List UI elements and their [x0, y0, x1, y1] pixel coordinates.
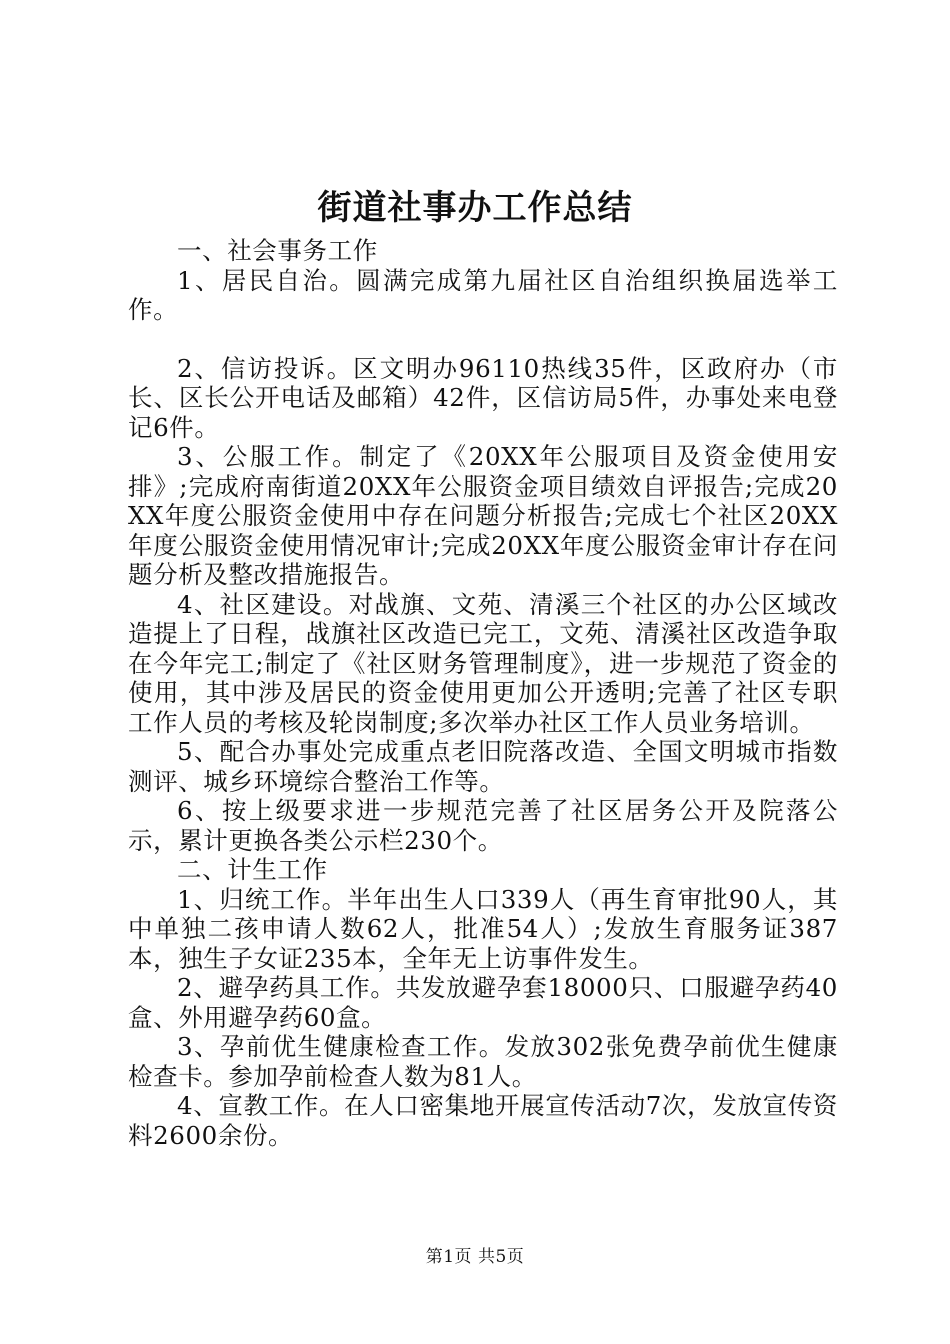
section-heading-family-planning: 二、计生工作 — [177, 855, 328, 884]
document-title: 街道社事办工作总结 — [317, 188, 633, 228]
paragraph-publicity: 4、宣教工作。在人口密集地开展宣传活动7次，发放宣传资料2600余份。 — [128, 1091, 838, 1150]
section-heading-social-affairs: 一、社会事务工作 — [177, 236, 378, 265]
paragraph-cooperation: 5、配合办事处完成重点老旧院落改造、全国文明城市指数测评、城乡环境综合整治工作等。 — [128, 737, 838, 796]
paragraph-statistics: 1、归统工作。半年出生人口339人（再生育审批90人，其中单独二孩申请人数62人，批准54人）;发放生育服务证387本，独生子女证235本，全年无上访事件发生。 — [128, 884, 838, 973]
page-footer: 第1页 共5页 — [425, 1247, 525, 1267]
paragraph-public-disclosure: 6、按上级要求进一步规范完善了社区居务公开及院落公示，累计更换各类公示栏230个。 — [128, 796, 838, 855]
paragraph-prenatal-checkup: 3、孕前优生健康检查工作。发放302张免费孕前优生健康检查卡。参加孕前检查人数为81人。 — [128, 1032, 838, 1091]
paragraph-community-building: 4、社区建设。对战旗、文苑、清溪三个社区的办公区域改造提上了日程，战旗社区改造已完工，文苑、清溪社区改造争取在今年完工;制定了《社区财务管理制度》，进一步规范了资金的使用，其中涉及居民的资金使用更加公开透明;完善了社区专职工作人员的考核及轮岗制度;多次举办社区工作人员业务培训。 — [128, 589, 838, 737]
paragraph-resident-autonomy: 1、居民自治。圆满完成第九届社区自治组织换届选举工作。 — [128, 265, 838, 324]
document-body — [128, 236, 838, 1150]
paragraph-contraceptives: 2、避孕药具工作。共发放避孕套18000只、口服避孕药40盒、外用避孕药60盒。 — [128, 973, 838, 1032]
paragraph-public-service: 3、公服工作。制定了《20XX年公服项目及资金使用安排》;完成府南街道20XX年公服资金项目绩效自评报告;完成20XX年度公服资金使用中存在问题分析报告;完成七个社区20XX年度公服资金使用情况审计;完成20XX年度公服资金审计存在问题分析及整改措施报告。 — [128, 442, 838, 589]
paragraph-petition-complaints: 2、信访投诉。区文明办96110热线35件，区政府办（市长、区长公开电话及邮箱）42件，区信访局5件，办事处来电登记6件。 — [128, 353, 838, 442]
